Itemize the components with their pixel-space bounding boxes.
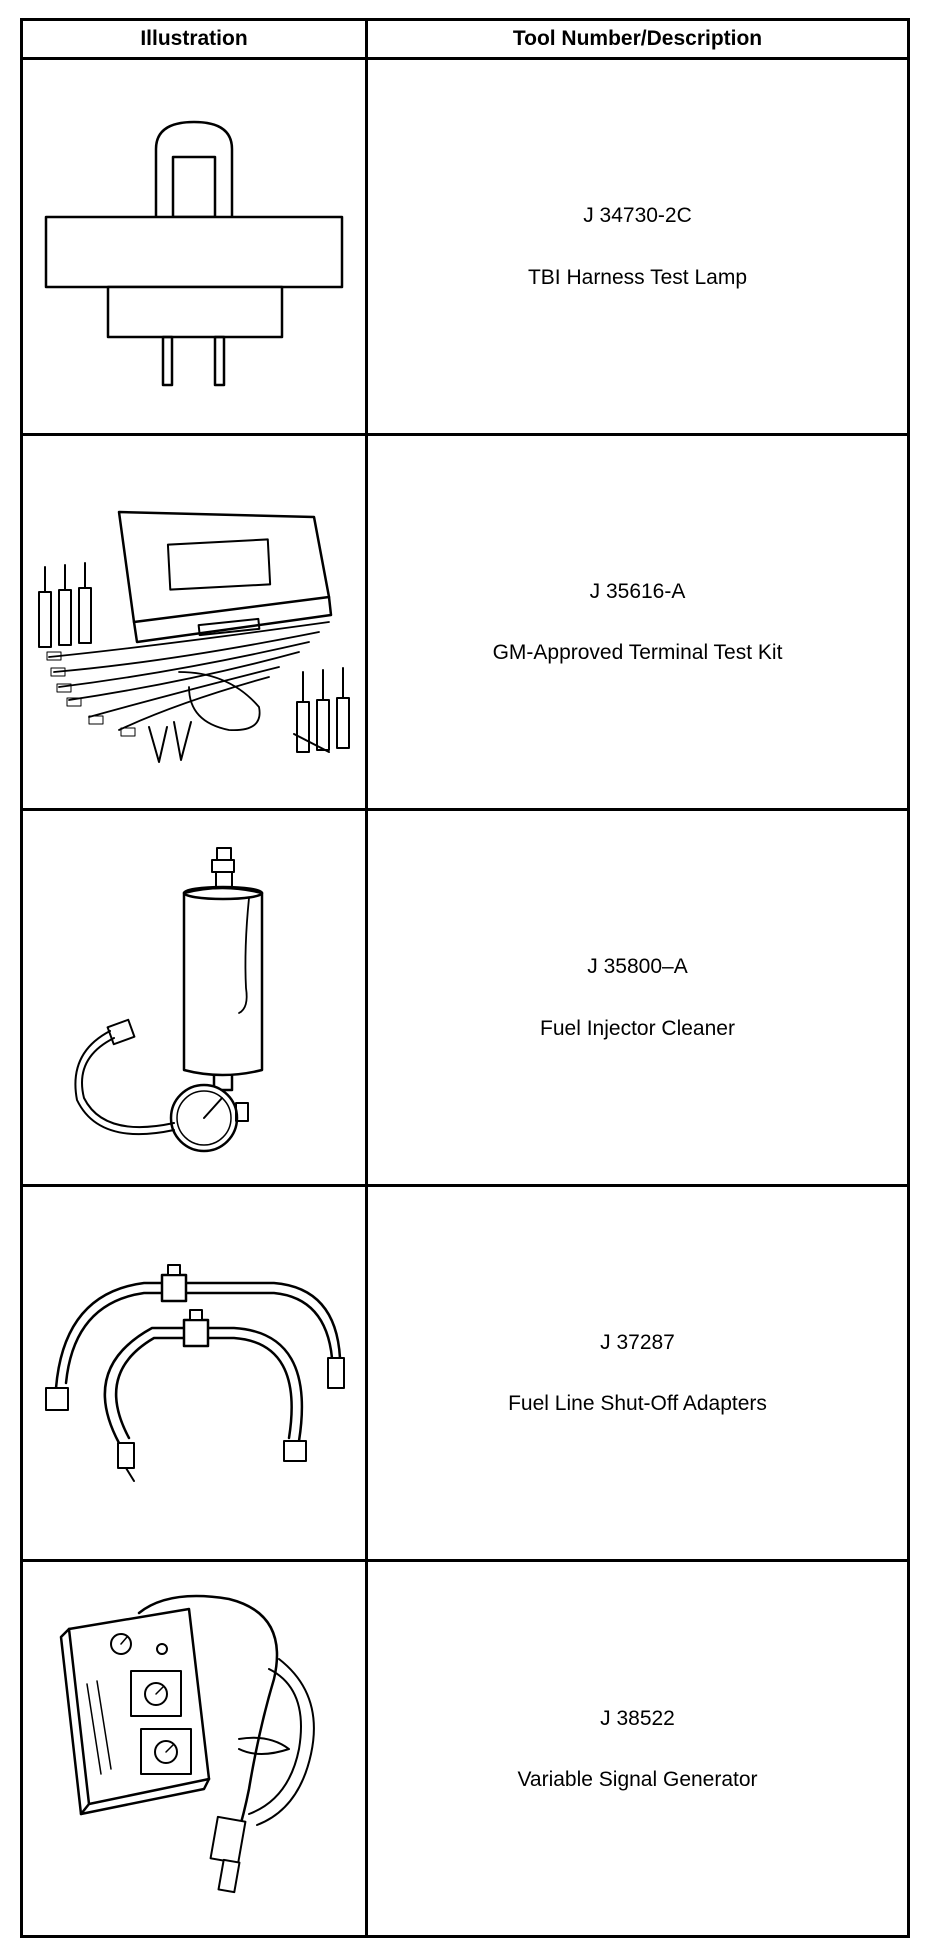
- table-row: [22, 810, 909, 1186]
- header-illustration: Illustration: [22, 20, 367, 59]
- tool-name: Fuel Injector Cleaner: [540, 1016, 735, 1040]
- description-cell: [367, 434, 909, 810]
- fuel-injector-cleaner-icon: [44, 838, 344, 1158]
- tool-number: J 37287: [600, 1330, 675, 1354]
- header-tool: Tool Number/Description: [367, 20, 909, 59]
- tool-number: J 38522: [600, 1706, 675, 1730]
- illustration-cell: [22, 59, 367, 435]
- description-cell: [367, 810, 909, 1186]
- table-row: [22, 59, 909, 435]
- tool-name: GM-Approved Terminal Test Kit: [492, 641, 783, 665]
- table-row: [22, 1561, 909, 1937]
- tool-name: Variable Signal Generator: [517, 1767, 758, 1791]
- tool-table: [20, 18, 910, 1938]
- fuel-line-adapters-icon: [34, 1263, 354, 1483]
- tool-name: TBI Harness Test Lamp: [527, 265, 748, 289]
- description-cell: [367, 1185, 909, 1561]
- illustration-cell: [22, 810, 367, 1186]
- description-cell: [367, 1561, 909, 1937]
- table-header-row: [22, 20, 909, 59]
- table-row: [22, 1185, 909, 1561]
- tool-number: J 34730-2C: [583, 204, 692, 228]
- tool-number: J 35800–A: [587, 955, 688, 979]
- signal-generator-icon: [49, 1589, 339, 1909]
- test-lamp-icon: [34, 97, 354, 397]
- illustration-cell: [22, 1185, 367, 1561]
- illustration-cell: [22, 1561, 367, 1937]
- description-cell: [367, 59, 909, 435]
- table-row: [22, 434, 909, 810]
- terminal-test-kit-icon: [29, 472, 359, 772]
- illustration-cell: [22, 434, 367, 810]
- tool-number: J 35616-A: [589, 579, 686, 603]
- tool-name: Fuel Line Shut-Off Adapters: [508, 1392, 767, 1416]
